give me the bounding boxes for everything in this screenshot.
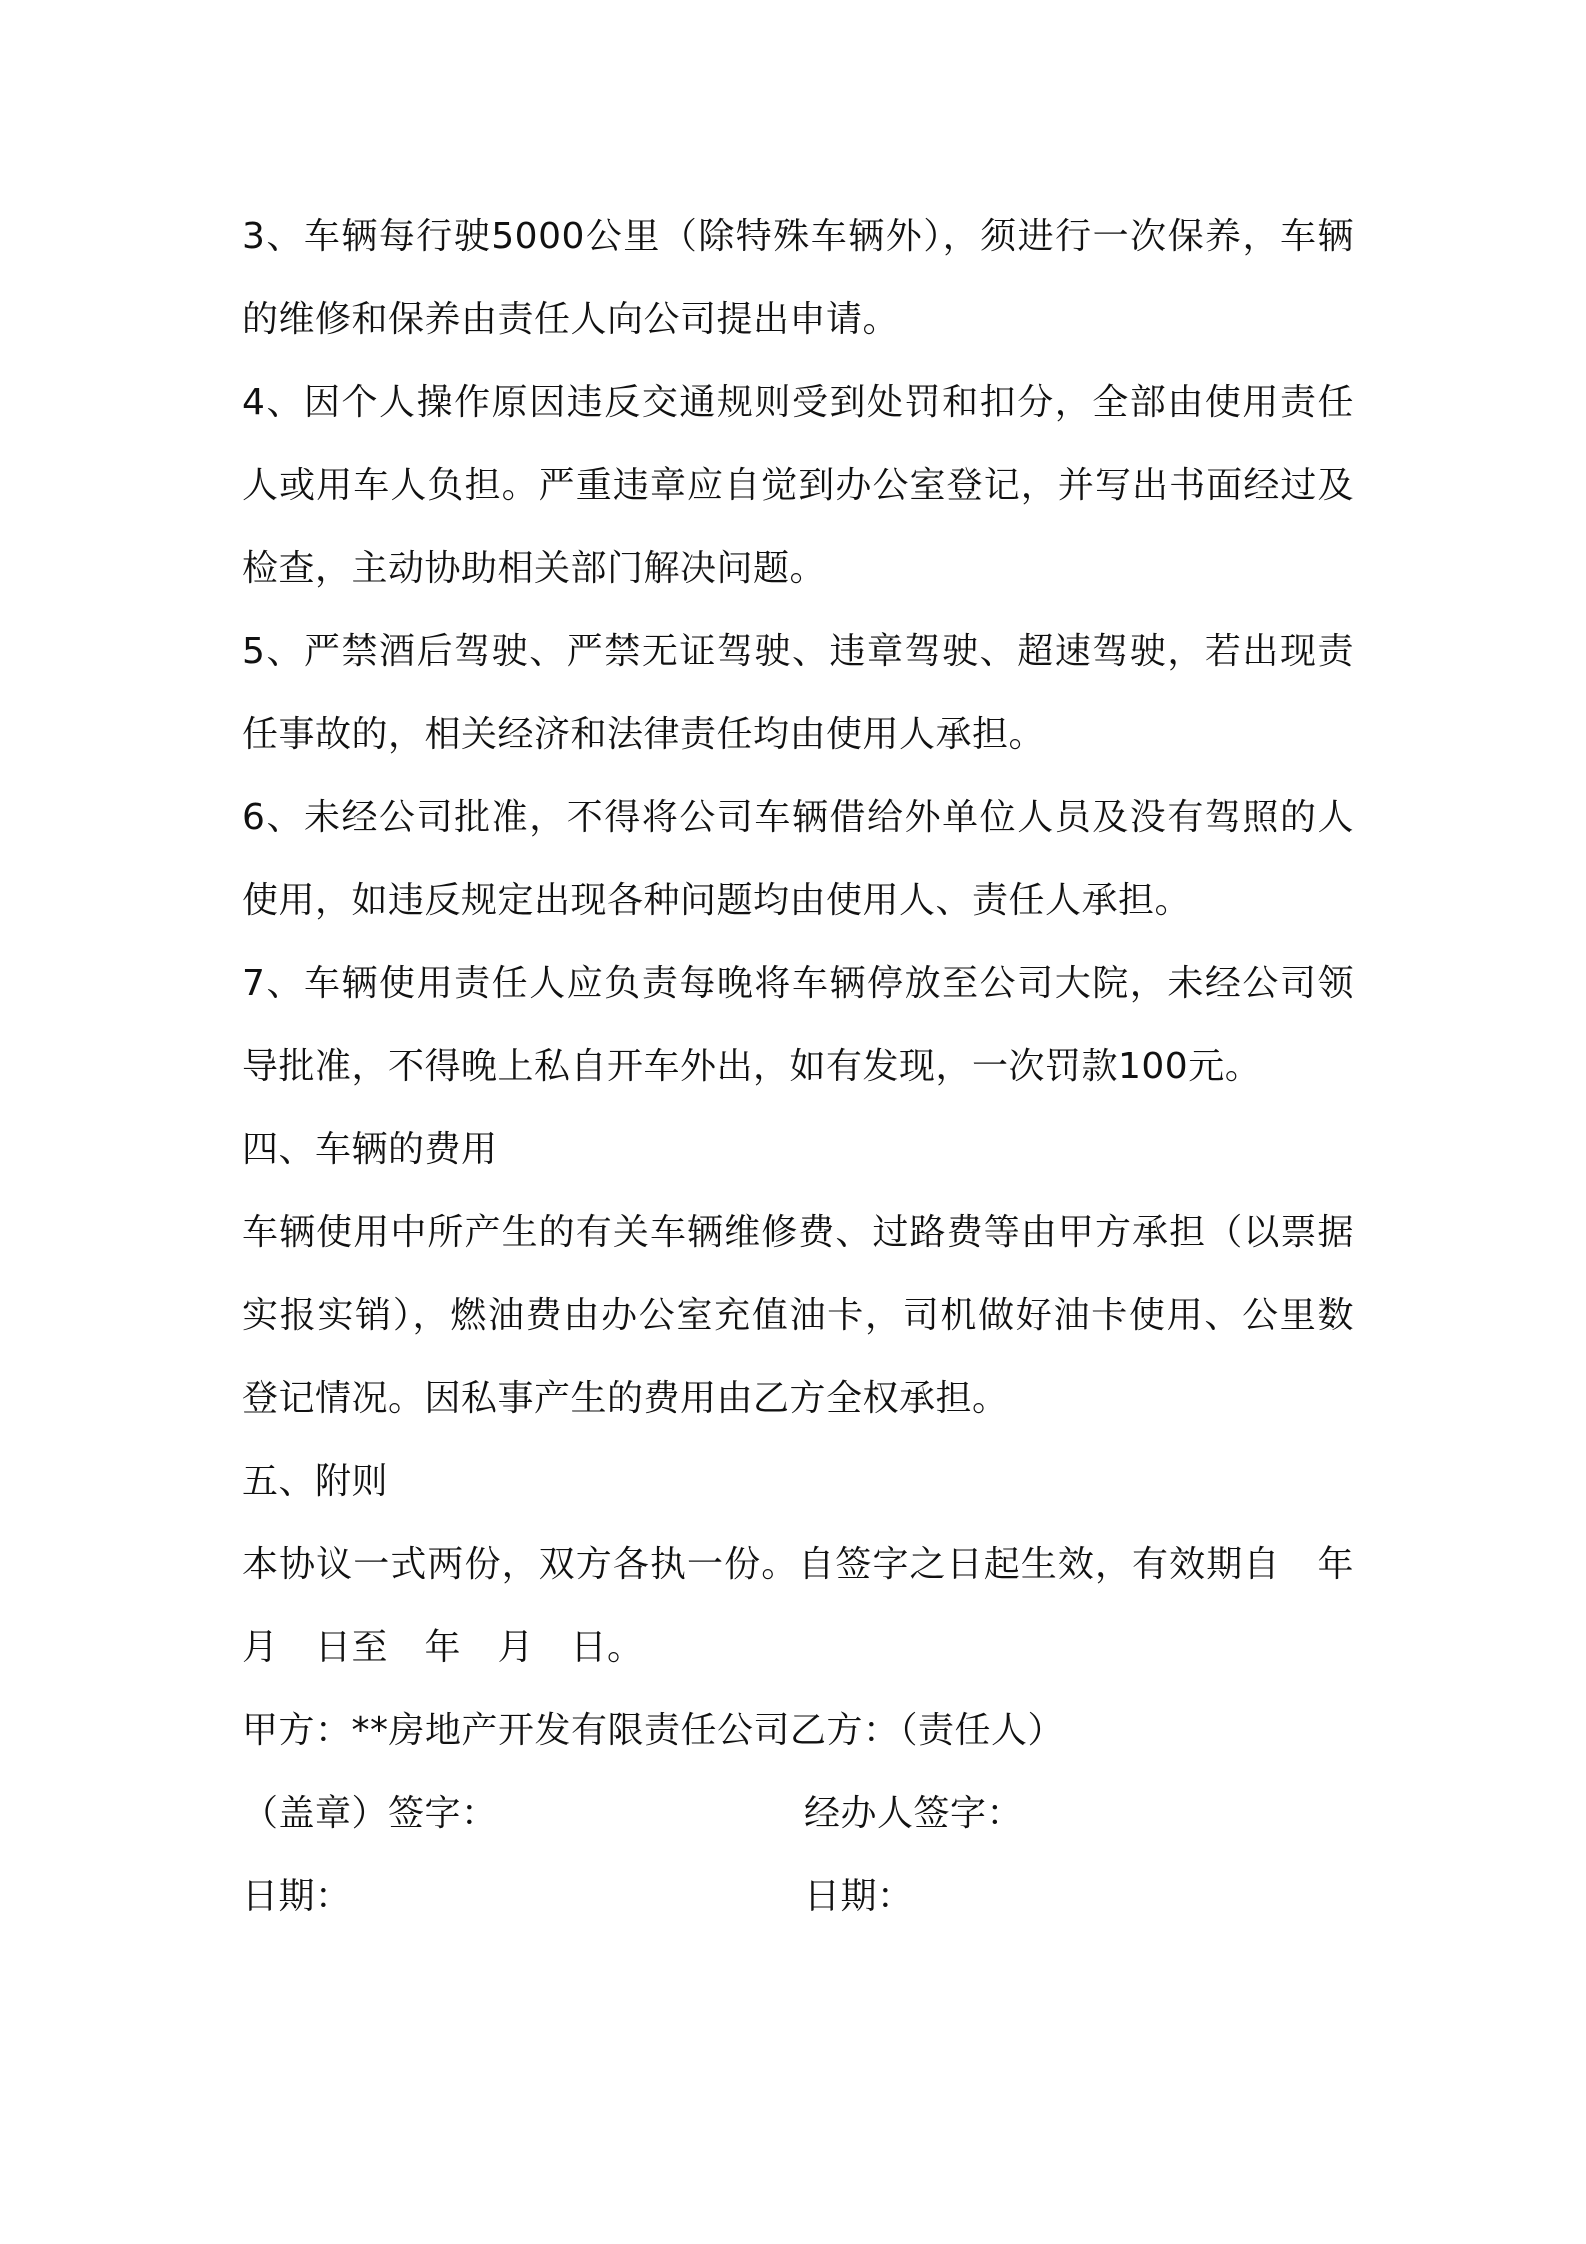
seal-signature-label: （盖章）签字： <box>242 1793 498 1834</box>
clause-7: 7、车辆使用责任人应负责每晚将车辆停放至公司大院，未经公司领导批准，不得晚上私自开车外出，如有发现，一次罚款100元。 <box>242 963 1354 1087</box>
clause-6: 6、未经公司批准，不得将公司车辆借给外单位人员及没有驾照的人使用，如违反规定出现各种问题均由使用人、责任人承担。 <box>242 797 1354 921</box>
section-5-heading: 五、附则 <box>242 1461 389 1502</box>
handler-signature-label: 经办人签字： <box>804 1793 1024 1834</box>
clause-5: 5、严禁酒后驾驶、严禁无证驾驶、违章驾驶、超速驾驶，若出现责任事故的，相关经济和法律责任均由使用人承担。 <box>242 631 1354 755</box>
section-5-body: 本协议一式两份，双方各执一份。自签字之日起生效，有效期自 年月 日至 年 月 日。 <box>242 1544 1354 1668</box>
document-body <box>242 195 1354 1938</box>
parties-line: 甲方：**房地产开发有限责任公司乙方：（责任人） <box>242 1710 1065 1751</box>
signature-row <box>242 1772 1354 1855</box>
date-row <box>242 1855 1354 1938</box>
date-right-label: 日期： <box>804 1876 914 1917</box>
clause-3: 3、车辆每行驶5000公里（除特殊车辆外），须进行一次保养，车辆的维修和保养由责任人向公司提出申请。 <box>242 216 1354 340</box>
section-4-body: 车辆使用中所产生的有关车辆维修费、过路费等由甲方承担（以票据实报实销），燃油费由办公室充值油卡，司机做好油卡使用、公里数登记情况。因私事产生的费用由乙方全权承担。 <box>242 1212 1354 1419</box>
clause-4: 4、因个人操作原因违反交通规则受到处罚和扣分，全部由使用责任人或用车人负担。严重违章应自觉到办公室登记，并写出书面经过及检查，主动协助相关部门解决问题。 <box>242 382 1354 589</box>
section-4-heading: 四、车辆的费用 <box>242 1129 498 1170</box>
date-left-label: 日期： <box>242 1876 352 1917</box>
